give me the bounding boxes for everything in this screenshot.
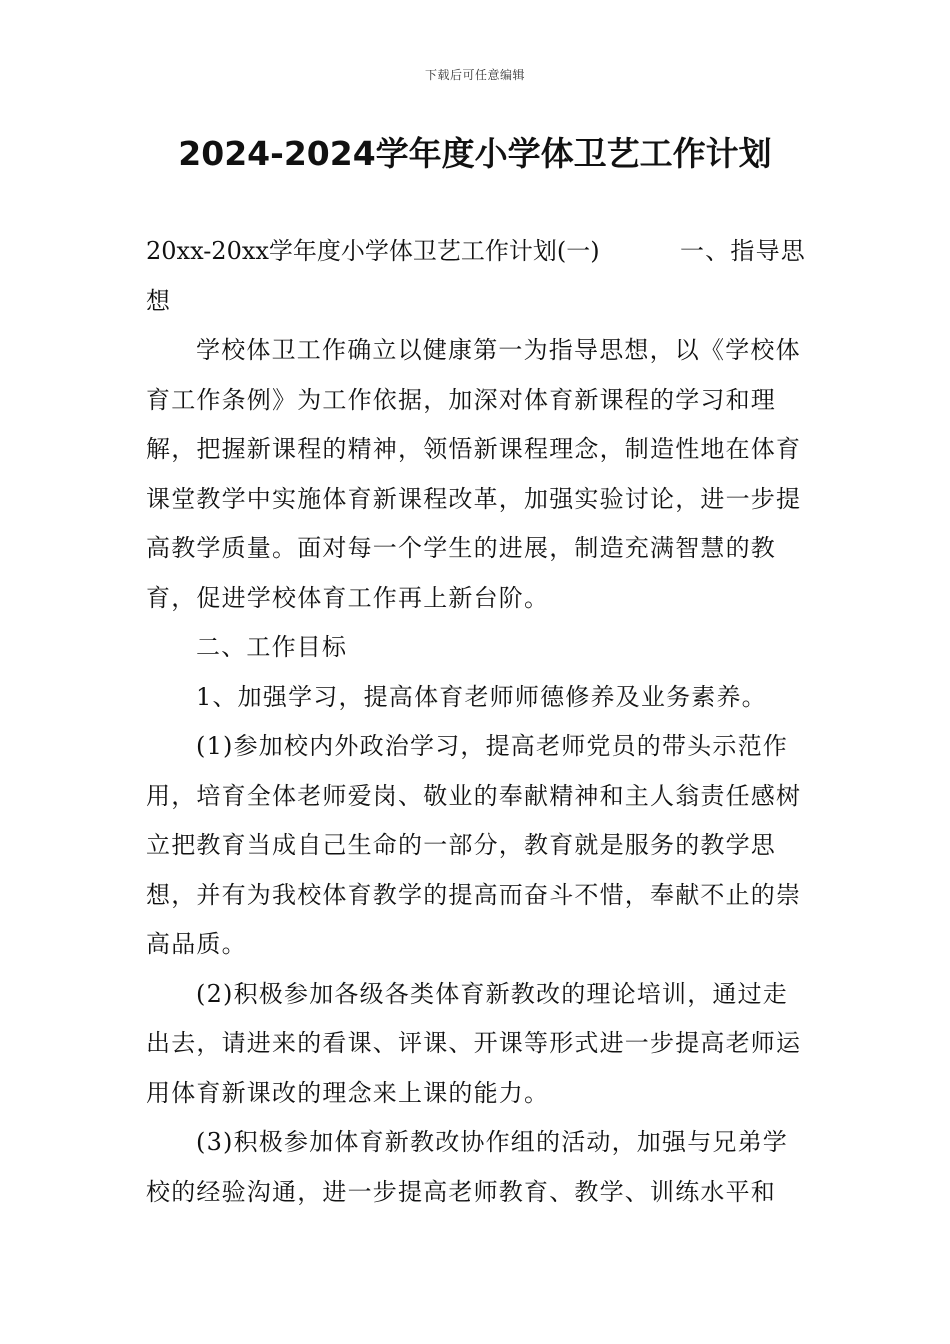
paragraph-guiding-thought: 学校体卫工作确立以健康第一为指导思想，以《学校体育工作条例》为工作依据，加深对体育新课程的学习和理解，把握新课程的精神，领悟新课程理念，制造性地在体育课堂教学中实施体育新课程改革，加强实验讨论，进一步提高教学质量。面对每一个学生的进展，制造充满智慧的教育，促进学校体育工作再上新台阶。 — [146, 336, 802, 612]
document-body — [146, 227, 806, 1217]
paragraph-item-1: (1)参加校内外政治学习，提高老师党员的带头示范作用，培育全体老师爱岗、敬业的奉献精神和主人翁责任感树立把教育当成自己生命的一部分，教育就是服务的教学思想，并有为我校体育教学的提高而奋斗不惜，奉献不止的崇高品质。 — [146, 732, 802, 958]
paragraph-goal-1: 1、加强学习，提高体育老师师德修养及业务素养。 — [196, 682, 767, 711]
paragraph-item-3: (3)积极参加体育新教改协作组的活动，加强与兄弟学校的经验沟通，进一步提高老师教育、教学、训练水平和 — [146, 1128, 788, 1206]
heading-work-goals: 二、工作目标 — [196, 633, 348, 661]
document-title: 2024-2024学年度小学体卫艺工作计划 — [178, 134, 772, 173]
subtitle-right: 一、指导思 — [680, 237, 806, 265]
header-note: 下载后可任意编辑 — [424, 68, 525, 82]
subtitle-line — [146, 227, 806, 277]
subtitle-wrap: 想 — [146, 286, 172, 315]
paragraph-item-2: (2)积极参加各级各类体育新教改的理论培训，通过走出去，请进来的看课、评课、开课等形式进一步提高老师运用体育新课改的理念来上课的能力。 — [146, 979, 802, 1107]
subtitle-left: 20xx-20xx学年度小学体卫艺工作计划(一) — [146, 237, 600, 265]
